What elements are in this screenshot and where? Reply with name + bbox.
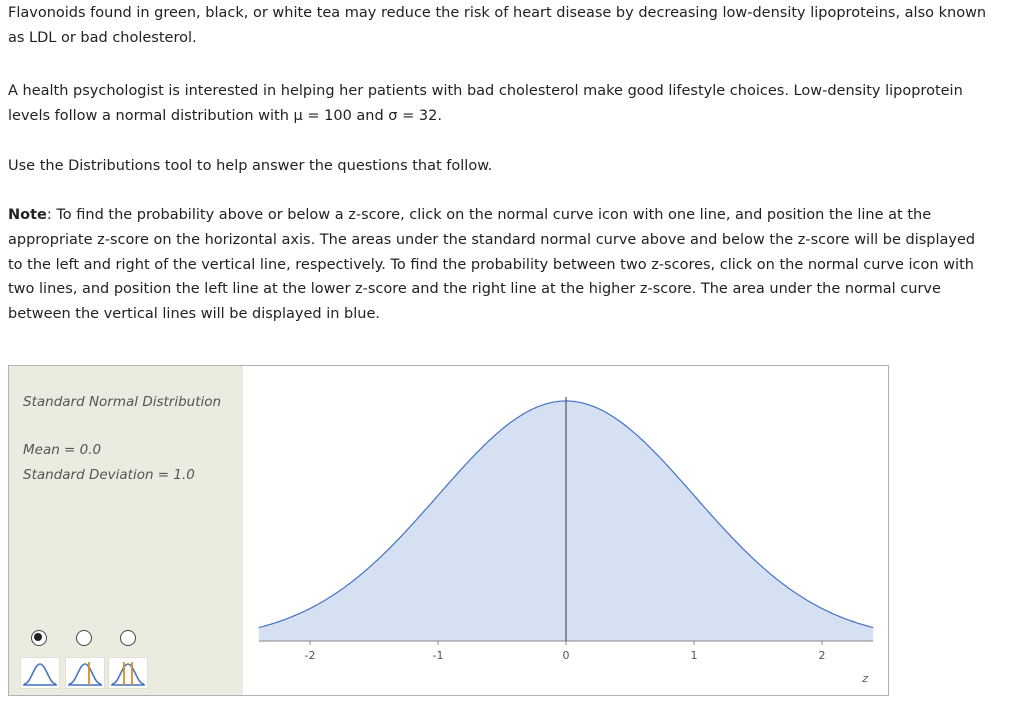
problem-paragraph: A health psychologist is interested in helping her patients with bad cholesterol make good lifestyle choices. Low-density lipoprotein levels follow a normal distribution with μ = 100 and σ = 32. — [8, 83, 963, 124]
normal-distribution-chart — [9, 366, 888, 695]
x-axis-label: z — [862, 672, 869, 685]
instruction-paragraph: Use the Distributions tool to help answer the questions that follow. — [8, 158, 493, 174]
x-tick-label: 0 — [562, 649, 570, 662]
distributions-tool — [8, 365, 889, 696]
note-label: Note — [8, 207, 47, 223]
x-tick-label: -1 — [432, 649, 444, 662]
note-text: : To find the probability above or below a z-score, click on the normal curve icon with one line, and position the line at the appropriate z-score on the horizontal axis. The areas under the standard normal curve above and below the z-score will be displayed to the left and right of the vertical line, respectively. To find the probability between two z-scores, click on the normal curve icon with two lines, and position the left line at the lower z-score and the right line at the higher z-score. The area under the normal curve between the vertical lines will be displayed in blue. — [8, 207, 976, 323]
intro-paragraph: Flavonoids found in green, black, or white tea may reduce the risk of heart disease by decreasing low-density lipoproteins, also known as LDL or bad cholesterol. — [8, 5, 987, 46]
mean-label: Mean = 0.0 — [23, 442, 102, 458]
note-paragraph — [8, 203, 988, 327]
distribution-title: Standard Normal Distribution — [23, 394, 222, 410]
x-tick-label: -2 — [304, 649, 316, 662]
standard-deviation-label: Standard Deviation = 1.0 — [23, 467, 195, 483]
x-tick-label: 2 — [818, 649, 826, 662]
x-tick-label: 1 — [690, 649, 698, 662]
